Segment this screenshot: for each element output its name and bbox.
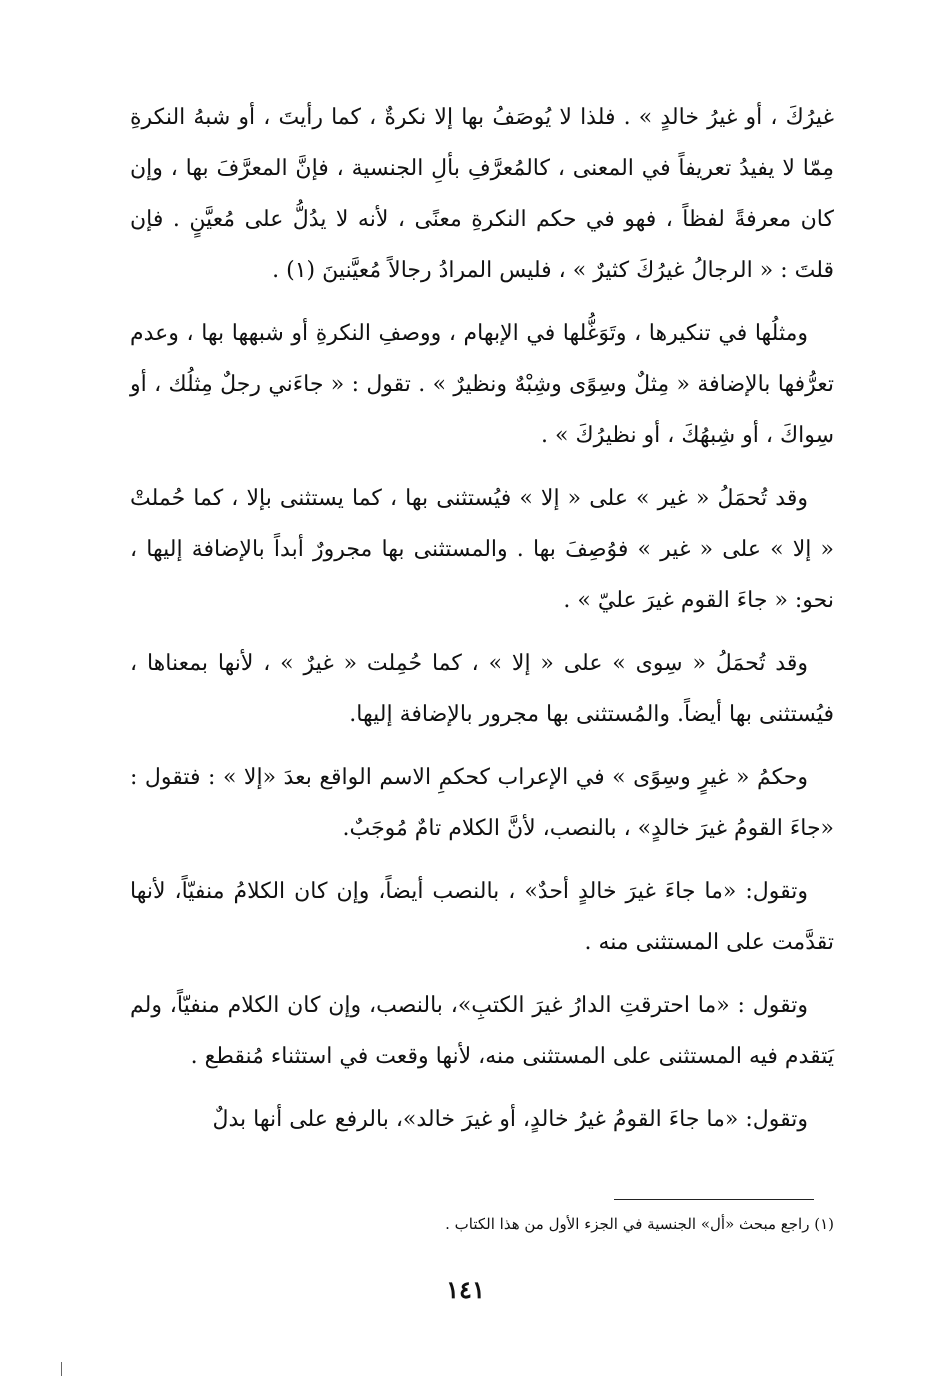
paragraph-3: وقد تُحمَلُ « غير » على « إلا » فيُستثنى بها ، كما يستثنى بإلا ، كما حُملتْ « إلا » على « غير » فوُصِفَ بها . والمستثنى بها مجرورٌ أبداً بالإضافة إليها ، نحو: « جاءَ القوم غيرَ عليّ » . bbox=[130, 486, 834, 613]
page-number: ١٤١ bbox=[446, 1275, 485, 1304]
paragraph-6: وتقول: «ما جاءَ غيرَ خالدٍ أحدٌ» ، بالنصب أيضاً، وإن كان الكلامُ منفيّاً، لأنها تقدَّمت على المستثنى منه . bbox=[130, 879, 834, 955]
main-text bbox=[130, 92, 834, 1157]
paragraph-4: وقد تُحمَلُ « سِوى » على « إلا » ، كما حُمِلت « غيرٌ » ، لأنها بمعناها ، فيُستثنى بها أيضاً. والمُستثنى بها مجرور بالإضافة إليها. bbox=[130, 651, 834, 727]
paragraph-7: وتقول : «ما احترقتِ الدارُ غيرَ الكتبِ»، بالنصب، وإن كان الكلام منفيّاً، ولم يَتقدم فيه المستثنى على المستثنى منه، لأنها وقعت في استثناء مُنقطع . bbox=[130, 993, 834, 1069]
paragraph-2: ومثلُها في تنكيرها ، وتَوَغُّلها في الإبهام ، ووصفِ النكرةِ أو شبهها بها ، وعدم تعرُّفها بالإضافة « مِثلٌ وسِوًى وشِبْهٌ ونظيرٌ » . تقول : « جاءَني رجلٌ مِثلُك ، أو سِواكَ ، أو شِبهُكَ ، أو نظيرُكَ » . bbox=[130, 321, 834, 448]
footnote-divider bbox=[614, 1199, 814, 1200]
paragraph-8: وتقول: «ما جاءَ القومُ غيرُ خالدٍ، أو غيرَ خالد»، بالرفع على أنها بدلٌ bbox=[212, 1107, 808, 1132]
paragraph-1: غيرُكَ ، أو غيرُ خالدٍ » . فلذا لا يُوصَفُ بها إلا نكرةٌ ، كما رأيتَ ، أو شبهُ النكرةِ مِمّا لا يفيدُ تعريفاً في المعنى ، كالمُعرَّفِ بألِ الجنسية ، فإنَّ المعرَّفَ بها ، وإن كان معرفةً لفظاً ، فهو في حكم النكرةِ معنًى ، لأنه لا يدُلُّ على مُعيَّنٍ . فإن قلتَ : « الرجالُ غيرُكَ كثيرٌ » ، فليس المرادُ رجالاً مُعيَّنينَ (١) . bbox=[130, 105, 834, 283]
scan-edge-mark bbox=[61, 1362, 62, 1376]
footnote: (١) راجع مبحث «أل» الجنسية في الجزء الأول من هذا الكتاب . bbox=[445, 1215, 834, 1233]
paragraph-5: وحكمُ « غيرٍ وسِوًى » في الإعراب كحكمِ الاسم الواقع بعدَ «إلا » : فتقول : «جاءَ القومُ غيرَ خالدٍ» ، بالنصب، لأنَّ الكلام تامٌ مُوجَبٌ. bbox=[130, 765, 834, 841]
